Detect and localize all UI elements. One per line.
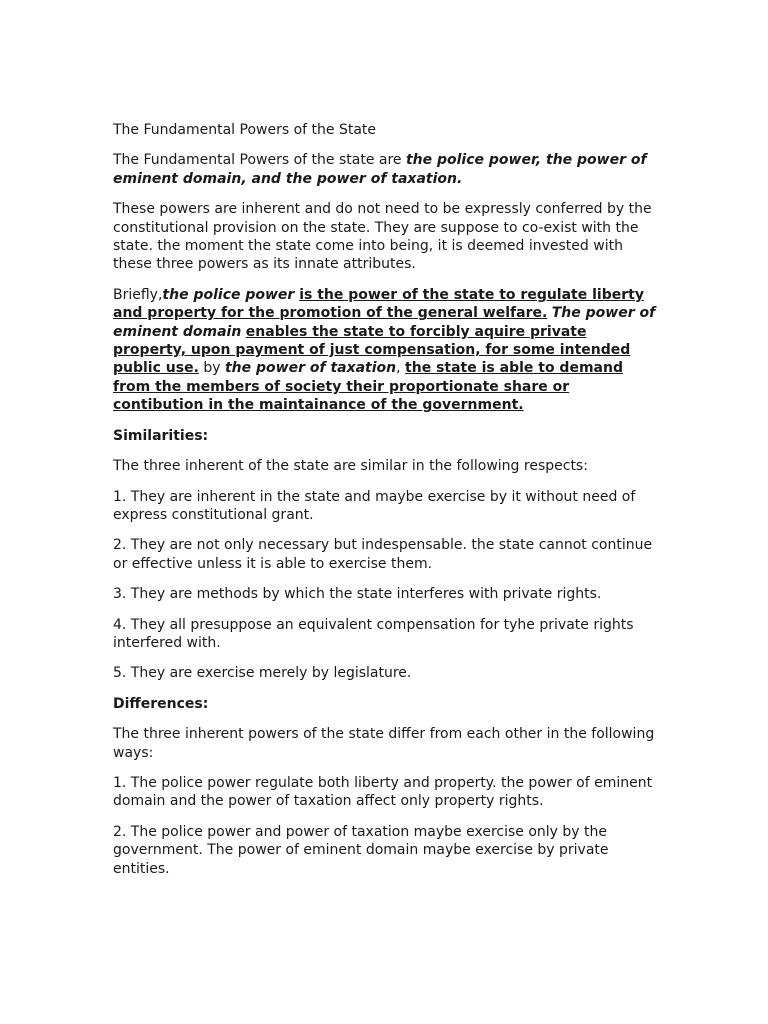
intro-emphasis: the police power, the power of eminent domain, and the power of taxation.	[113, 152, 647, 187]
similarity-item: 3. They are methods by which the state interferes with private rights.	[113, 586, 602, 603]
differences-intro: The three inherent powers of the state differ from each other in the following ways:	[113, 726, 655, 761]
similarities-intro: The three inherent of the state are similar in the following respects:	[113, 458, 588, 475]
similarity-item: 4. They all presuppose an equivalent compensation for tyhe private rights interfered with.	[113, 616, 634, 651]
difference-item: 1. The police power regulate both liberty and property. the power of eminent domain and the power of taxation affect only property rights.	[113, 774, 653, 810]
document-title: The Fundamental Powers of the State	[113, 122, 377, 138]
by-word: by	[203, 360, 221, 377]
taxation-comma: ,	[396, 360, 401, 377]
briefly-paragraph	[113, 286, 658, 415]
taxation-label: the power of taxation	[224, 360, 397, 377]
document-body	[113, 121, 658, 890]
taxation-definition: the state is able to demand from the members of society their proportionate share or contibution in the maintainance of the government.	[113, 360, 623, 414]
intro-lead: The Fundamental Powers of the state are	[113, 152, 406, 169]
police-power-definition: is the power of the state to regulate liberty and property for the promotion of the general welfare.	[113, 286, 644, 322]
similarities-heading: Similarities:	[113, 427, 209, 444]
police-power-label: the police power	[162, 286, 300, 303]
differences-heading: Differences:	[113, 695, 209, 712]
similarity-item: 1. They are inherent in the state and maybe exercise by it without need of express constitutional grant.	[113, 488, 636, 523]
similarity-item: 5. They are exercise merely by legislature.	[113, 665, 412, 682]
intro-paragraph	[113, 151, 658, 188]
eminent-domain-label: The power of eminent domain	[113, 305, 656, 340]
inherent-paragraph: These powers are inherent and do not need to be expressly conferred by the constitutional provision on the state. They are suppose to co-exist with the state. the moment the state come into being, it is deemed invested with these three powers as its innate attributes.	[113, 201, 652, 273]
eminent-domain-definition: enables the state to forcibly aquire private property, upon payment of just compensation, for some intended public use.	[113, 323, 631, 377]
briefly-lead: Briefly,	[113, 286, 163, 303]
similarity-item: 2. They are not only necessary but indespensable. the state cannot continue or effective unless it is able to exercise them.	[113, 537, 653, 572]
difference-item: 2. The police power and power of taxation maybe exercise only by the government. The power of eminent domain maybe exercise by private entities.	[113, 823, 609, 877]
